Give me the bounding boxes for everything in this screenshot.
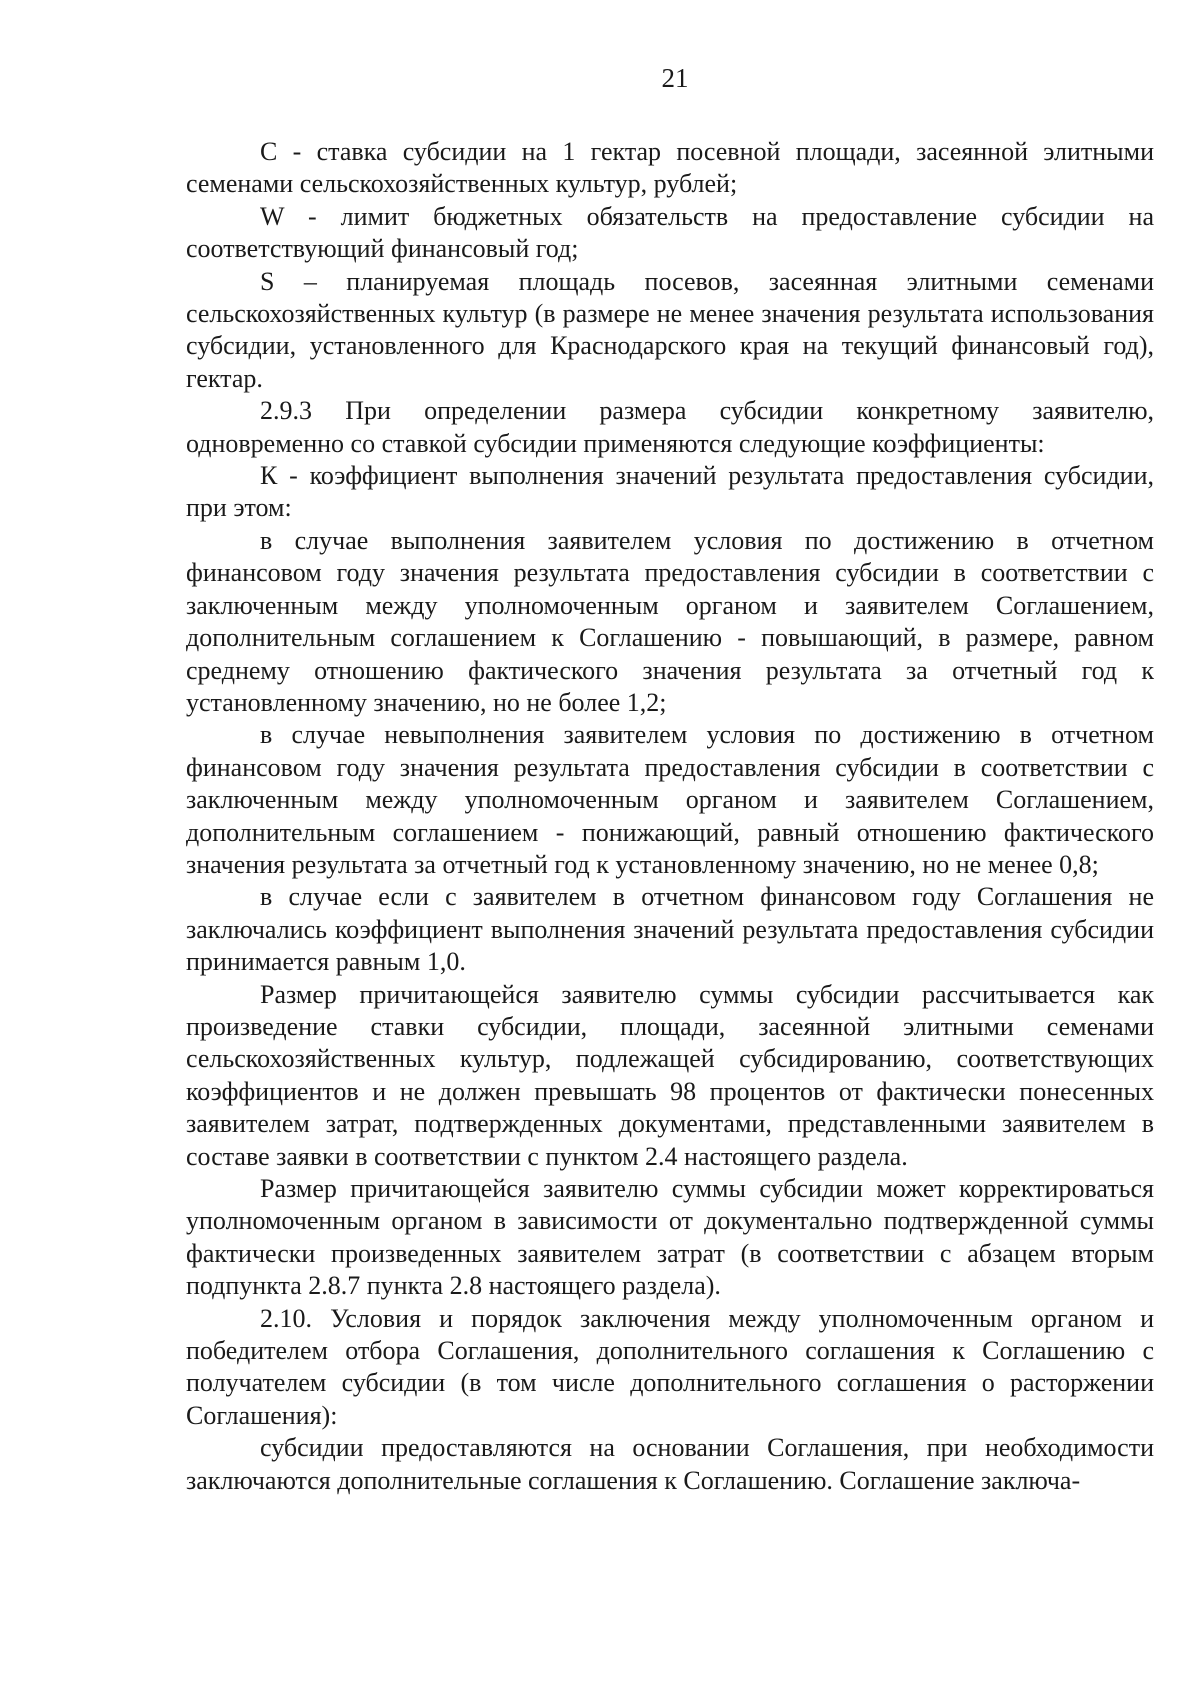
paragraph-no-agreement-case: в случае если с заявителем в отчетном финансовом году Соглашения не заключались коэффициент выполнения значений результата предоставления субсидии принимается равным 1,0.	[186, 882, 1154, 977]
paragraph-2-10: 2.10. Условия и порядок заключения между уполномоченным органом и победителем отбора Соглашения, дополнительного соглашения к Соглашению с получателем субсидии (в том числе дополнительного соглашения о расторжении Соглашения):	[186, 1303, 1154, 1430]
paragraph-rate-definition: С - ставка субсидии на 1 гектар посевной площади, засеянной элитными семенами сельскохозяйственных культур, рублей;	[186, 137, 1154, 199]
paragraph-area-definition: S – планируемая площадь посевов, засеянная элитными семенами сельскохозяйственных культур (в размере не менее значения результата использования субсидии, установленного для Краснодарского края на текущий финансовый год), гектар.	[186, 266, 1154, 393]
paragraph-2-9-3: 2.9.3 При определении размера субсидии конкретному заявителю, одновременно со ставкой субсидии применяются следующие коэффициенты:	[186, 396, 1154, 458]
document-body	[186, 136, 1154, 1497]
paragraph-k-coefficient: К - коэффициент выполнения значений результата предоставления субсидии, при этом:	[186, 461, 1154, 523]
paragraph-limit-definition: W - лимит бюджетных обязательств на предоставление субсидии на соответствующий финансовый год;	[186, 201, 1154, 264]
paragraph-decreasing-case: в случае невыполнения заявителем условия по достижению в отчетном финансовом году значения результата предоставления субсидии в соответствии с заключенным между уполномоченным органом и заявителем Соглашением, дополнительным соглашением - понижающий, равный отношению фактического значения результата за отчетный год к установленному значению, но не менее 0,8;	[186, 720, 1154, 879]
page-number: 21	[661, 63, 689, 93]
paragraph-agreement-basis: субсидии предоставляются на основании Соглашения, при необходимости заключаются дополнительные соглашения к Соглашению. Соглашение заключа-	[186, 1433, 1154, 1495]
paragraph-subsidy-adjustment: Размер причитающейся заявителю суммы субсидии может корректироваться уполномоченным органом в зависимости от документально подтвержденной суммы фактически произведенных заявителем затрат (в соответствии с абзацем вторым подпункта 2.8.7 пункта 2.8 настоящего раздела).	[186, 1174, 1154, 1301]
paragraph-increasing-case: в случае выполнения заявителем условия по достижению в отчетном финансовом году значения результата предоставления субсидии в соответствии с заключенным между уполномоченным органом и заявителем Соглашением, дополнительным соглашением к Соглашению - повышающий, в размере, равном среднему отношению фактического значения результата за отчетный год к установленному значению, но не более 1,2;	[186, 525, 1154, 717]
paragraph-subsidy-calculation: Размер причитающейся заявителю суммы субсидии рассчитывается как произведение ставки субсидии, площади, засеянной элитными семенами сельскохозяйственных культур, подлежащей субсидированию, соответствующих коэффициентов и не должен превышать 98 процентов от фактически понесенных заявителем затрат, подтвержденных документами, представленными заявителем в составе заявки в соответствии с пунктом 2.4 настоящего раздела.	[186, 979, 1154, 1171]
